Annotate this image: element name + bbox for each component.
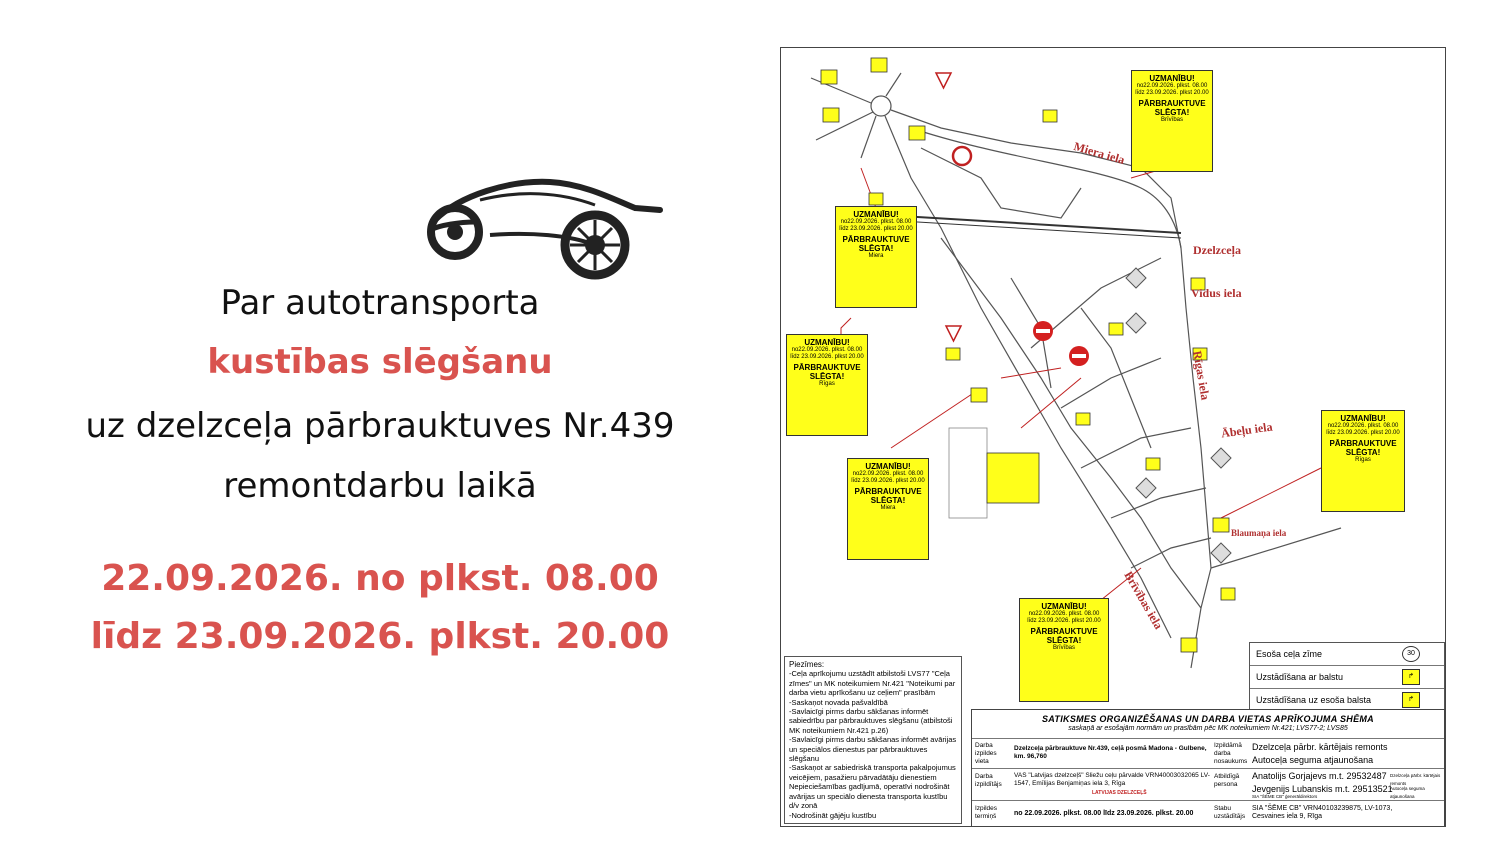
turn-arrow-icon: ↱ [1402,692,1420,708]
date-to: līdz 23.09.2026. plkst. 20.00 [90,616,670,657]
note-item: -Savlaicīgi pirms darbu sākšanas informēt sabiedrību par pārbrauktuves slēgšanu (atbilstoši MK noteikumiem Nr.421 p.26) [789,707,953,735]
street-label-dzelzcela: Dzelzceļa [1193,243,1241,257]
title-row-contractor: Darba izpildītājs VAS "Latvijas dzelzceļš" Sliežu ceļu pārvalde VRN40003032065 LV-1547, Emīlijas Benjamiņas iela 3, Rīga LATVIJAS DZELZCEĻŠ Atbildīgā persona Anatolijs Gorjajevs m.t. 29532487 Jevgenijs Lubanskis m.t. 29513521 Dzelzceļa pārbr. kārtējais remonts Autoceļa seguma atjaunošana SIA "ŠĒME CB" ģenerāldirektors [972,768,1444,801]
note-item: -Nodrošināt gājēju kustību [789,810,877,820]
legend-row: Uzstādīšana ar balstu ↱ [1250,666,1444,689]
title-row-deadline: Izpildes termiņš no 22.09.2026. plkst. 08.00 līdz 23.09.2026. plkst. 20.00 Stabu uzstādītājs SIA "ŠĒME CB" VRN40103239875, LV-1073, Cesvaines iela 9, Rīga [972,800,1444,827]
date-from: 22.09.2026. no plkst. 08.00 [101,558,659,599]
note-item: -Savlaicīgi pirms darbu sākšanas informēt avārijas un speciālos dienestus par pārbrauktuves slēgšanu [789,735,957,764]
headline-line-4: remontdarbu laikā [223,466,537,506]
headline-line-2: kustības slēgšanu [207,342,553,382]
title-block: SATIKSMES ORGANIZĒŠANAS UN DARBA VIETAS APRĪKOJUMA SHĒMA saskaņā ar esošajām normām un prasībām pēc MK noteikumiem Nr.421; LVS77-2; LVS85 Darba izpildes vieta Dzelzceļa pārbrauktuve Nr.439, ceļā posmā Madona - Gulbene, km. 96,760 Izpildāmā darba nosaukums Dzelzceļa pārbr. kārtējais remonts Autoceļa seguma atjaunošana Darba izpildītājs VAS "Latvijas dzelzceļš" Sliežu ceļu pārvalde VRN40003032065 LV-1547, Emīlijas Benjamiņas iela 3, Rīga LATVIJAS DZELZCEĻŠ Atbildīgā persona Anatolijs Gorjajevs m.t. 29532487 Jevgenijs Lubanskis m.t. 29513521 Dzelzceļa pārbr. kārtējais remonts Autoceļa seguma atjaunošana SIA "ŠĒME CB" ģenerāldirektors Izpildes termiņš no 22.09.2026. plkst. 08.00 līdz 23.09.2026. plkst. 20.00 Stabu uzstādītājs SIA "ŠĒME CB" VRN40103239875, LV-1073, Cesvaines iela 9, Rīga [971,709,1445,827]
street-label-blaumana: Blaumaņa iela [1231,528,1287,538]
warning-sign: UZMANĪBU! no22.09.2026. plkst. 08.00 līdz 23.09.2026. plkst 20.00 PĀRBRAUKTUVE SLĒGTA! Miera [847,458,929,560]
car-icon [420,150,670,300]
legend-row: Uzstādīšana uz esoša balsta ↱ [1250,689,1444,711]
headline-line-1: Par autotransporta [220,283,540,323]
note-item: Nepieciešamības gadījumā, operatīvi nodrošināt avārijas un speciālo dienesta transporta kustību d/v zonā [789,782,950,811]
headline-line-3: uz dzelzceļa pārbrauktuves Nr.439 [85,406,675,446]
warning-sign: UZMANĪBU! no22.09.2026. plkst. 08.00 līdz 23.09.2026. plkst 20.00 PĀRBRAUKTUVE SLĒGTA! Miera [835,206,917,308]
street-label-brivibas: Brīvības iela [1121,568,1166,632]
legend-row: Esoša ceļa zīme 30 [1250,643,1444,666]
railway-logo: LATVIJAS DZELZCEĻŠ [1092,790,1147,796]
note-item: -Saskaņot ar sabiedriskā transporta pakalpojumus veicējiem, pasažieru pārvadātāju dienestiem [789,763,956,782]
warning-sign: UZMANĪBU! no22.09.2026. plkst. 08.00 līdz 23.09.2026. plkst 20.00 PĀRBRAUKTUVE SLĒGTA! Brīvības [1131,70,1213,172]
warning-sign: UZMANĪBU! no22.09.2026. plkst. 08.00 līdz 23.09.2026. plkst 20.00 PĀRBRAUKTUVE SLĒGTA! Rīgas [1321,410,1405,512]
legend [1249,642,1445,712]
street-label-miera: Miera iela [1072,139,1127,167]
warning-sign: UZMANĪBU! no22.09.2026. plkst. 08.00 līdz 23.09.2026. plkst 20.00 PĀRBRAUKTUVE SLĒGTA! Rīgas [786,334,868,436]
turn-arrow-icon: ↱ [1402,669,1420,685]
note-item: -Saskaņot novada pašvaldībā [789,697,888,707]
warning-sign: UZMANĪBU! no22.09.2026. plkst. 08.00 līdz 23.09.2026. plkst 20.00 PĀRBRAUKTUVE SLĒGTA! Brīvības [1019,598,1109,702]
title-row-location: Darba izpildes vieta Dzelzceļa pārbrauktuve Nr.439, ceļā posmā Madona - Gulbene, km. 96,760 Izpildāmā darba nosaukums Dzelzceļa pārbr. kārtējais remonts Autoceļa seguma atjaunošana [972,738,1444,769]
street-label-rigas: Rīgas iela [1190,349,1213,402]
traffic-scheme-map [780,47,1446,827]
notes-box: Piezīmes: -Ceļa aprīkojumu uzstādīt atbilstoši LVS77 "Ceļa zīmes" un MK noteikumiem Nr.421 "Noteikumi par darba vietu aprīkošanu uz ceļiem" prasībām -Saskaņot novada pašvaldībā -Savlaicīgi pirms darbu sākšanas informēt sabiedrību par pārbrauktuves slēgšanu (atbilstoši MK noteikumiem Nr.421 p.26) -Savlaicīgi pirms darbu sākšanas informēt avārijas un speciālos dienestus par pārbrauktuves slēgšanu -Saskaņot ar sabiedriskā transporta pakalpojumus veicējiem, pasažieru pārvadātāju dienestiem Nepieciešamības gadījumā, operatīvi nodrošināt avārijas un speciālo dienesta transporta kustību d/v zonā -Nodrošināt gājēju kustību [784,656,962,824]
street-label-abelu: Ābeļu iela [1220,419,1274,441]
note-item: -Ceļa aprīkojumu uzstādīt atbilstoši LVS77 "Ceļa zīmes" un MK noteikumiem Nr.421 "Noteikumi par darba vietu aprīkošanu uz ceļiem" prasībām [789,669,956,698]
street-label-vidus: Vidus iela [1191,286,1242,300]
speed-30-icon: 30 [1402,646,1420,662]
